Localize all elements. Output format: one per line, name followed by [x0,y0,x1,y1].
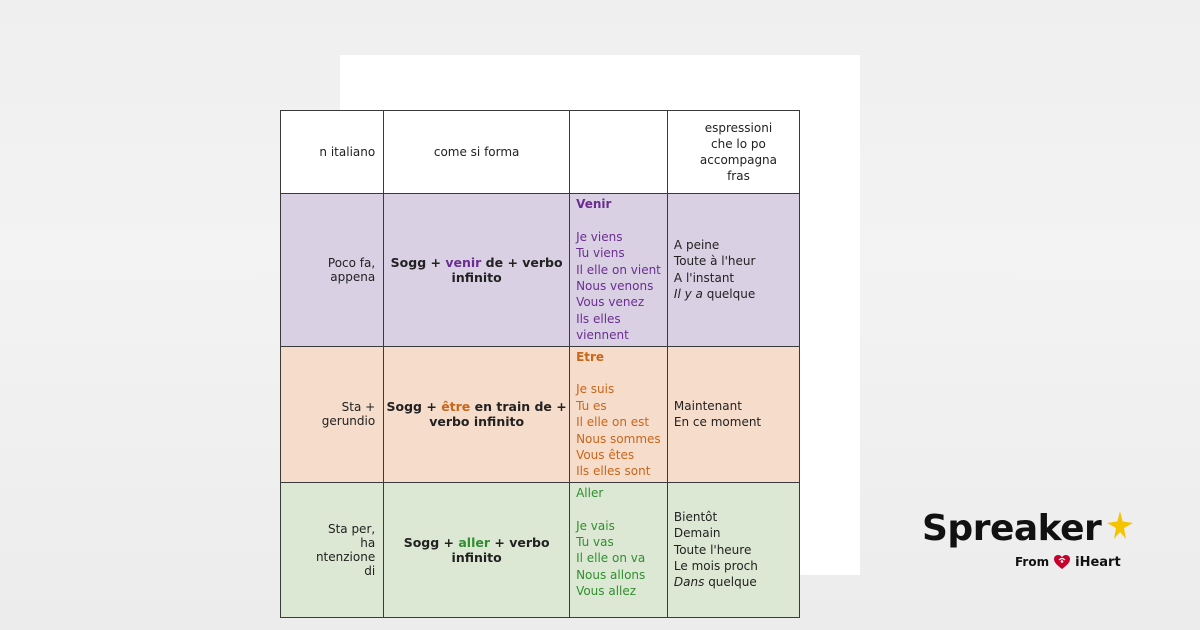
italian-line: Poco fa, [327,255,376,270]
expression-line: A l'instant [673,270,735,285]
expression-line: A peine [673,238,720,252]
table-row-venir [281,194,800,347]
formula-verb: venir [445,254,482,270]
document-image [315,55,860,599]
header-formation: come si forma [384,111,570,194]
conjugation-cell [570,346,668,482]
header-expressions-line: espressioni [704,121,773,135]
expression-line [674,574,793,590]
table-row-etre [281,346,800,482]
conjugation-line: Il elle on vient [576,262,661,277]
italian-line: gerundio [321,414,376,429]
italian-equivalent [281,346,384,482]
iheart-heart-icon [1053,554,1071,570]
formula-subject: Sogg + [390,254,446,270]
verb-title: Etre [576,349,605,364]
conjugation-line: Nous allons [576,567,646,582]
table-row-aller [281,482,800,617]
conjugation-line: Il elle on va [576,551,646,566]
expression-line: Maintenant [673,398,742,413]
formula-rest: + verbo infinito [451,534,550,565]
header-expressions [667,111,799,194]
expressions-cell [667,194,799,347]
conjugation-line: Tu vas [576,535,614,550]
header-verb [570,111,668,194]
conjugation-line: Je vais [576,518,615,533]
expression-italic: Il y a [673,287,703,302]
italian-line: ha [360,535,376,550]
italian-line: appena [330,269,376,284]
star-icon [1105,510,1135,540]
conjugation-line: Vous allez [576,584,637,599]
conjugation-cell [570,194,668,347]
conjugation-line: Ils elles viennent [576,311,629,343]
italian-equivalent [281,482,384,617]
italian-equivalent [281,194,384,347]
iheart-label: iHeart [1075,554,1121,570]
conjugation-line: Je suis [576,382,615,397]
spreaker-logo[interactable] [922,508,1152,578]
formula-verb: aller [458,534,491,550]
italian-line: di [364,563,376,578]
expression-text: quelque [704,575,757,590]
formation-rule [384,482,570,617]
table-header-row [281,111,800,194]
conjugation-line: Vous venez [576,295,645,310]
expressions-cell [667,482,799,617]
expression-line: Toute l'heure [673,542,752,557]
conjugation-line: Je viens [576,229,623,244]
verb-title: Aller [576,485,604,500]
conjugation-line: Tu viens [576,246,625,261]
expression-line: Demain [673,526,721,541]
expression-line [674,286,793,302]
expressions-cell [667,346,799,482]
expression-line: Le mois proch [673,559,758,574]
conjugation-line: Il elle on est [576,415,650,430]
from-label: From [1015,555,1050,569]
conjugation-line: Tu es [576,398,607,413]
header-italian: n italiano [281,111,384,194]
header-expressions-line: che lo po [711,137,766,151]
italian-line: Sta + [341,400,376,415]
conjugation-line: Nous venons [576,279,654,294]
expression-line: Bientôt [673,509,718,524]
formula-rest: en train de + verbo infinito [429,399,567,430]
formula-subject: Sogg + [403,534,459,550]
spreaker-wordmark: Spreaker [922,508,1102,549]
italian-line: Sta per, [327,521,376,536]
italian-line: ntenzione [315,549,376,564]
expression-text: quelque [702,287,756,302]
expression-line: En ce moment [673,415,762,430]
formula-verb: être [441,399,471,415]
expression-line: Toute à l'heur [673,254,756,269]
conjugation-line: Nous sommes [576,431,661,446]
expression-italic: Dans [673,575,705,590]
formula-rest: de + verbo infinito [451,254,563,285]
conjugation-table [280,110,800,618]
conjugation-line: Ils elles sont [576,464,651,479]
formation-rule [384,346,570,482]
conjugation-line: Vous êtes [576,448,635,463]
from-iheart [1015,554,1121,570]
verb-title: Venir [576,197,612,211]
formation-rule [384,194,570,347]
header-expressions-line: accompagna [699,153,778,167]
header-expressions-line: fras [727,169,750,183]
conjugation-cell [570,482,668,617]
formula-subject: Sogg + [386,399,442,415]
